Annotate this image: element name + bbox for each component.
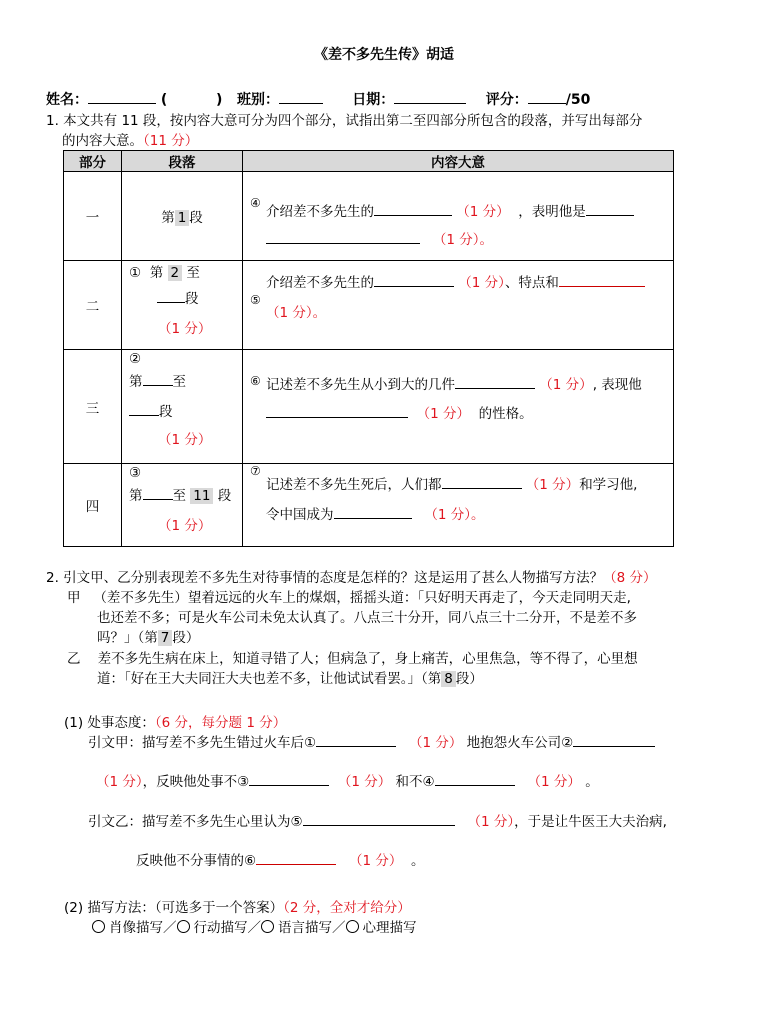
q2-marks: （8 分） bbox=[603, 570, 657, 586]
content-cell: ⑥ 记述差不多先生从小到大的几件 （1 分）, 表现他 （1 分） 的性格。 bbox=[243, 350, 674, 464]
paragraph-cell: ① 第 2 至 段 （1 分） bbox=[122, 261, 243, 350]
part-cell: 四 bbox=[64, 464, 122, 547]
table-row bbox=[64, 464, 674, 547]
paragraph-value: 11 bbox=[190, 488, 213, 504]
circle-number: ⑦ bbox=[250, 464, 261, 478]
option-language[interactable]: 语言描写／ bbox=[261, 920, 346, 936]
answer-table bbox=[63, 150, 674, 547]
name-paren: ( ) bbox=[160, 92, 223, 108]
answer-blank[interactable] bbox=[266, 405, 408, 418]
q1-line1: 1. 本文共有 11 段，按内容大意可分为四个部分，试指出第二至四部分所包含的段落，并写出每部分 bbox=[46, 113, 643, 129]
answer-line-b1: 引文乙：描写差不多先生心里认为⑤ （1 分），于是让牛医王大夫治病, bbox=[88, 814, 667, 830]
option-portrait[interactable]: 肖像描写／ bbox=[92, 920, 177, 936]
option-action[interactable]: 行动描写／ bbox=[177, 920, 262, 936]
paragraph-blank[interactable] bbox=[157, 290, 185, 303]
date-field[interactable] bbox=[394, 91, 466, 104]
name-field[interactable] bbox=[88, 91, 156, 104]
answer-blank[interactable] bbox=[316, 734, 396, 747]
answer-blank[interactable] bbox=[374, 274, 454, 287]
answer-blank[interactable] bbox=[374, 203, 452, 216]
answer-line-a1: 引文甲：描写差不多先生错过火车后① （1 分） 地抱怨火车公司② bbox=[88, 731, 655, 751]
paragraph-cell: ② 第 至 段 （1 分） bbox=[122, 350, 243, 464]
score-field[interactable] bbox=[528, 91, 566, 104]
paragraph-value: 2 bbox=[168, 265, 183, 281]
class-label: 班别： bbox=[237, 92, 280, 108]
student-info-line bbox=[46, 89, 590, 109]
content-cell: ④ 介绍差不多先生的 （1 分） ，表明他是 （1 分）。 bbox=[243, 172, 674, 261]
paragraph-value: 1 bbox=[175, 210, 190, 226]
quote-jia: 甲 （差不多先生）望着远远的火车上的煤烟，摇摇头道：「只好明天再走了，今天走同明天走, 也还差不多；可是火车公司未免太认真了。八点三十分开，同八点三十二分开，不是差不多 吗？」（第 7 段） bbox=[67, 590, 637, 646]
q1-marks: （11 分） bbox=[143, 133, 199, 149]
answer-blank[interactable] bbox=[573, 734, 655, 747]
circle-number: ⑥ bbox=[250, 374, 261, 388]
q1-line2: 的内容大意。 bbox=[62, 133, 143, 149]
answer-line-a2: （1 分），反映他处事不③ （1 分） 和不④ （1 分） 。 bbox=[96, 774, 599, 790]
header-part: 部分 bbox=[64, 151, 122, 172]
circle-number: ④ bbox=[250, 196, 261, 210]
quote-jia-label: 甲 bbox=[67, 590, 81, 606]
score-label: 评分： bbox=[485, 92, 528, 108]
answer-blank[interactable] bbox=[334, 506, 412, 519]
answer-blank[interactable] bbox=[249, 773, 329, 786]
paragraph-blank[interactable] bbox=[143, 487, 173, 500]
answer-blank[interactable] bbox=[559, 274, 645, 287]
question-1 bbox=[46, 111, 642, 151]
paragraph-cell: ③ 第 至 11 段 （1 分） bbox=[122, 464, 243, 547]
method-options bbox=[92, 916, 417, 936]
answer-blank[interactable] bbox=[266, 231, 420, 244]
paragraph-blank[interactable] bbox=[143, 373, 173, 386]
table-row bbox=[64, 261, 674, 350]
radio-circle-icon[interactable] bbox=[346, 920, 359, 933]
paragraph-blank[interactable] bbox=[129, 403, 159, 416]
answer-blank[interactable] bbox=[455, 376, 535, 389]
answer-blank[interactable] bbox=[435, 773, 515, 786]
circle-number: ⑤ bbox=[250, 293, 261, 307]
quote-yi-label: 乙 bbox=[67, 651, 81, 667]
header-paragraph: 段落 bbox=[122, 151, 243, 172]
answer-blank[interactable] bbox=[586, 203, 634, 216]
part-cell: 一 bbox=[64, 172, 122, 261]
page-title: 《差不多先生传》胡适 bbox=[314, 47, 454, 63]
quote-yi: 乙 差不多先生病在床上，知道寻错了人；但病急了，身上痛苦，心里焦急，等不得了，心里想 道：「好在王大夫同汪大夫也差不多，让他试试看罢。」（第 8 段） bbox=[67, 651, 638, 687]
answer-line-b2: 反映他不分事情的⑥ （1 分） 。 bbox=[136, 853, 425, 869]
option-psychology[interactable]: 心理描写 bbox=[346, 920, 417, 936]
sub-question-1: (1) 处事态度：（6 分，每分题 1 分） bbox=[64, 715, 287, 731]
sub-question-2: (2) 描写方法：（可选多于一个答案）（2 分，全对才给分） bbox=[64, 900, 411, 916]
radio-circle-icon[interactable] bbox=[92, 920, 105, 933]
name-label: 姓名： bbox=[46, 92, 88, 108]
class-field[interactable] bbox=[279, 91, 323, 104]
content-cell: ⑦ 记述差不多先生死后，人们都 （1 分）和学习他, 令中国成为 （1 分）。 bbox=[243, 464, 674, 547]
part-cell: 三 bbox=[64, 350, 122, 464]
content-cell: 介绍差不多先生的 （1 分）、特点和 ⑤ （1 分）。 bbox=[243, 261, 674, 350]
question-2: 2. 引文甲、乙分别表现差不多先生对待事情的态度是怎样的？这是运用了甚么人物描写方法？（8 分） bbox=[46, 570, 657, 586]
radio-circle-icon[interactable] bbox=[177, 920, 190, 933]
score-total: /50 bbox=[565, 92, 591, 108]
header-content: 内容大意 bbox=[243, 151, 674, 172]
paragraph-cell: 第 1 段 bbox=[122, 172, 243, 261]
date-label: 日期： bbox=[352, 92, 395, 108]
part-cell: 二 bbox=[64, 261, 122, 350]
answer-blank[interactable] bbox=[442, 476, 522, 489]
answer-blank[interactable] bbox=[256, 852, 336, 865]
radio-circle-icon[interactable] bbox=[261, 920, 274, 933]
table-row bbox=[64, 172, 674, 261]
answer-blank[interactable] bbox=[303, 813, 455, 826]
table-row bbox=[64, 350, 674, 464]
